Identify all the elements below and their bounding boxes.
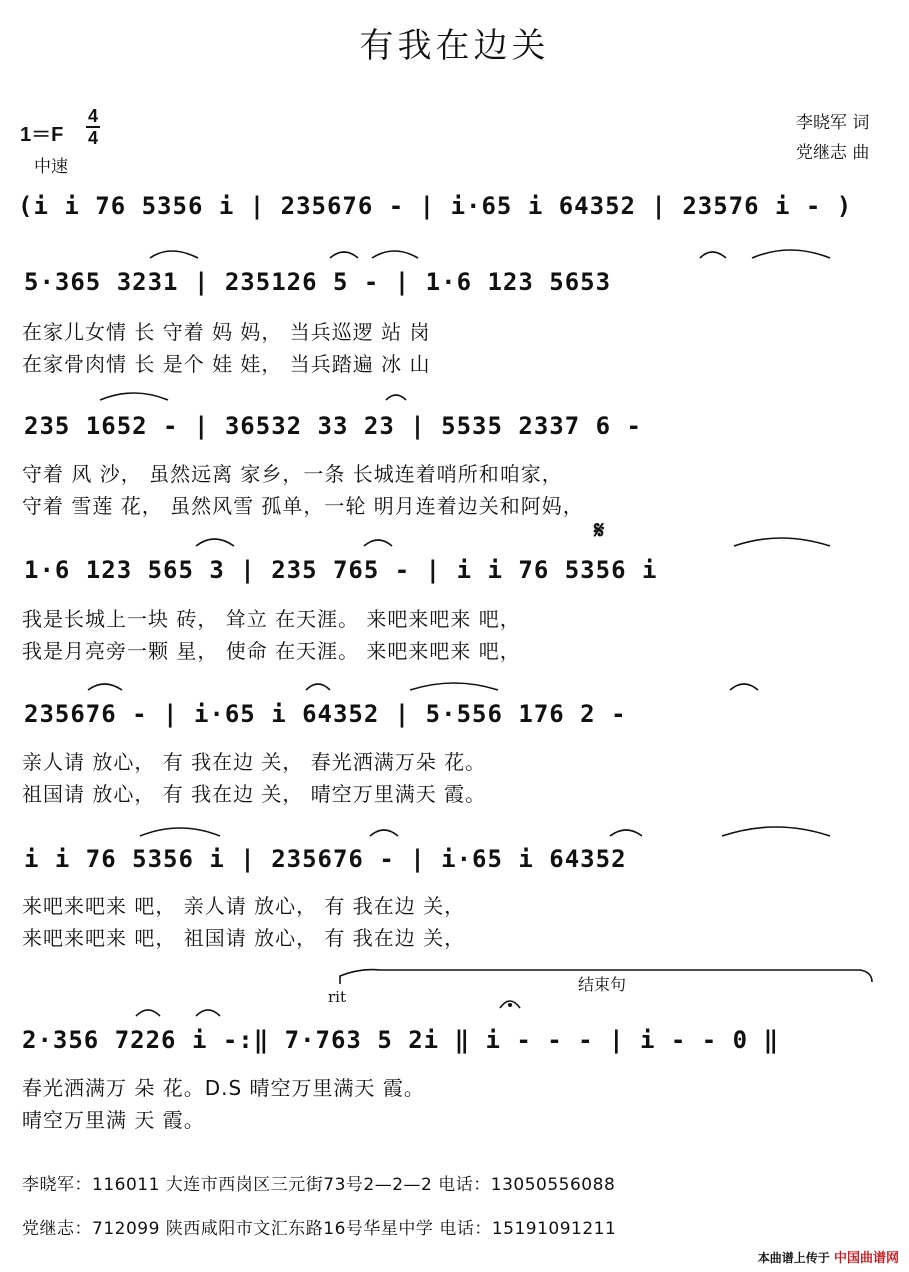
slur bbox=[196, 539, 234, 546]
slur bbox=[330, 252, 358, 258]
system-1-notes: (i i 76 5356 i | 235676 - | i·65 i 64352 | 23576 i - ) bbox=[18, 192, 853, 220]
system-2-lyrics-verse-2: 在家骨肉情 长 是个 娃 娃， 当兵踏遍 冰 山 bbox=[22, 352, 431, 376]
fermata-dot bbox=[508, 1003, 512, 1007]
system-4-notes: 1·6 123 565 3 | 235 765 - | i i 76 5356 i bbox=[24, 556, 658, 584]
slur bbox=[306, 684, 330, 690]
slur bbox=[140, 828, 220, 836]
system-2-notes: 5·365 3231 | 235126 5 - | 1·6 123 5653 bbox=[24, 268, 612, 296]
watermark-prefix: 本曲谱上传于 bbox=[757, 1251, 830, 1265]
lyricist-credit: 李晓军 词 bbox=[796, 113, 870, 133]
slur bbox=[364, 540, 392, 546]
system-6-lyrics-verse-1: 来吧来吧来 吧， 亲人请 放心， 有 我在边 关， bbox=[22, 894, 466, 918]
rit-marking: rit bbox=[328, 988, 346, 1006]
composer-credit: 党继志 曲 bbox=[796, 143, 870, 163]
slur bbox=[196, 1010, 220, 1016]
time-signature-top: 4 bbox=[87, 106, 98, 126]
contact-lyricist: 李晓军：116011 大连市西岗区三元街73号2—2—2 电话：13050556088 bbox=[22, 1175, 616, 1195]
system-6-lyrics-verse-2: 来吧来吧来 吧， 祖国请 放心， 有 我在边 关， bbox=[22, 926, 466, 950]
system-3-notes: 235 1652 - | 36532 33 23 | 5535 2337 6 - bbox=[24, 412, 642, 440]
slur bbox=[722, 827, 830, 836]
watermark-brand: 中国曲谱网 bbox=[833, 1251, 899, 1266]
slur bbox=[372, 251, 418, 258]
system-3-lyrics-verse-1: 守着 风 沙， 虽然远离 家乡，一条 长城连着哨所和咱家， bbox=[22, 462, 563, 486]
contact-composer: 党继志：712099 陕西咸阳市文汇东路16号华星中学 电话：15191091211 bbox=[22, 1219, 617, 1239]
ending-bracket bbox=[340, 970, 872, 984]
page-title: 有我在边关 bbox=[359, 26, 550, 66]
key-signature: 1＝F bbox=[20, 124, 64, 146]
slur bbox=[734, 538, 830, 546]
tempo-marking: 中速 bbox=[34, 157, 68, 177]
slur bbox=[610, 830, 642, 836]
slur bbox=[100, 393, 168, 400]
system-5-lyrics-verse-2: 祖国请 放心， 有 我在边 关， 晴空万里满天 霞。 bbox=[22, 782, 487, 806]
system-2-lyrics-verse-1: 在家儿女情 长 守着 妈 妈， 当兵巡逻 站 岗 bbox=[22, 320, 431, 344]
slur bbox=[752, 250, 830, 258]
system-5-notes: 235676 - | i·65 i 64352 | 5·556 176 2 - bbox=[24, 700, 627, 728]
slur bbox=[410, 683, 498, 690]
ending-label: 结束句 bbox=[578, 975, 627, 994]
slur bbox=[88, 684, 122, 690]
system-4-lyrics-verse-2: 我是月亮旁一颗 星， 使命 在天涯。 来吧来吧来 吧， bbox=[22, 639, 521, 663]
slur bbox=[370, 830, 398, 836]
slur bbox=[730, 684, 758, 690]
segno-sign: 𝄋 bbox=[594, 516, 605, 544]
time-signature-bottom: 4 bbox=[87, 128, 98, 148]
system-5-lyrics-verse-1: 亲人请 放心， 有 我在边 关， 春光洒满万朵 花。 bbox=[22, 750, 487, 774]
slur bbox=[386, 395, 406, 400]
system-7-lyrics-verse-2: 晴空万里满 天 霞。 bbox=[22, 1108, 205, 1132]
system-7-lyrics-verse-1: 春光洒满万 朵 花。D.S 晴空万里满天 霞。 bbox=[22, 1076, 425, 1100]
system-6-notes: i i 76 5356 i | 235676 - | i·65 i 64352 bbox=[24, 845, 627, 873]
system-4-lyrics-verse-1: 我是长城上一块 砖， 耸立 在天涯。 来吧来吧来 吧， bbox=[22, 607, 521, 631]
system-3-lyrics-verse-2: 守着 雪莲 花， 虽然风雪 孤单，一轮 明月连着边关和阿妈， bbox=[22, 494, 584, 518]
slur bbox=[136, 1010, 160, 1016]
slur bbox=[150, 251, 198, 258]
system-7-notes: 2·356 7226 i -:‖ 7·763 5 2i ‖ i - - - | i - - 0 ‖ bbox=[22, 1026, 780, 1054]
slur bbox=[700, 252, 726, 258]
